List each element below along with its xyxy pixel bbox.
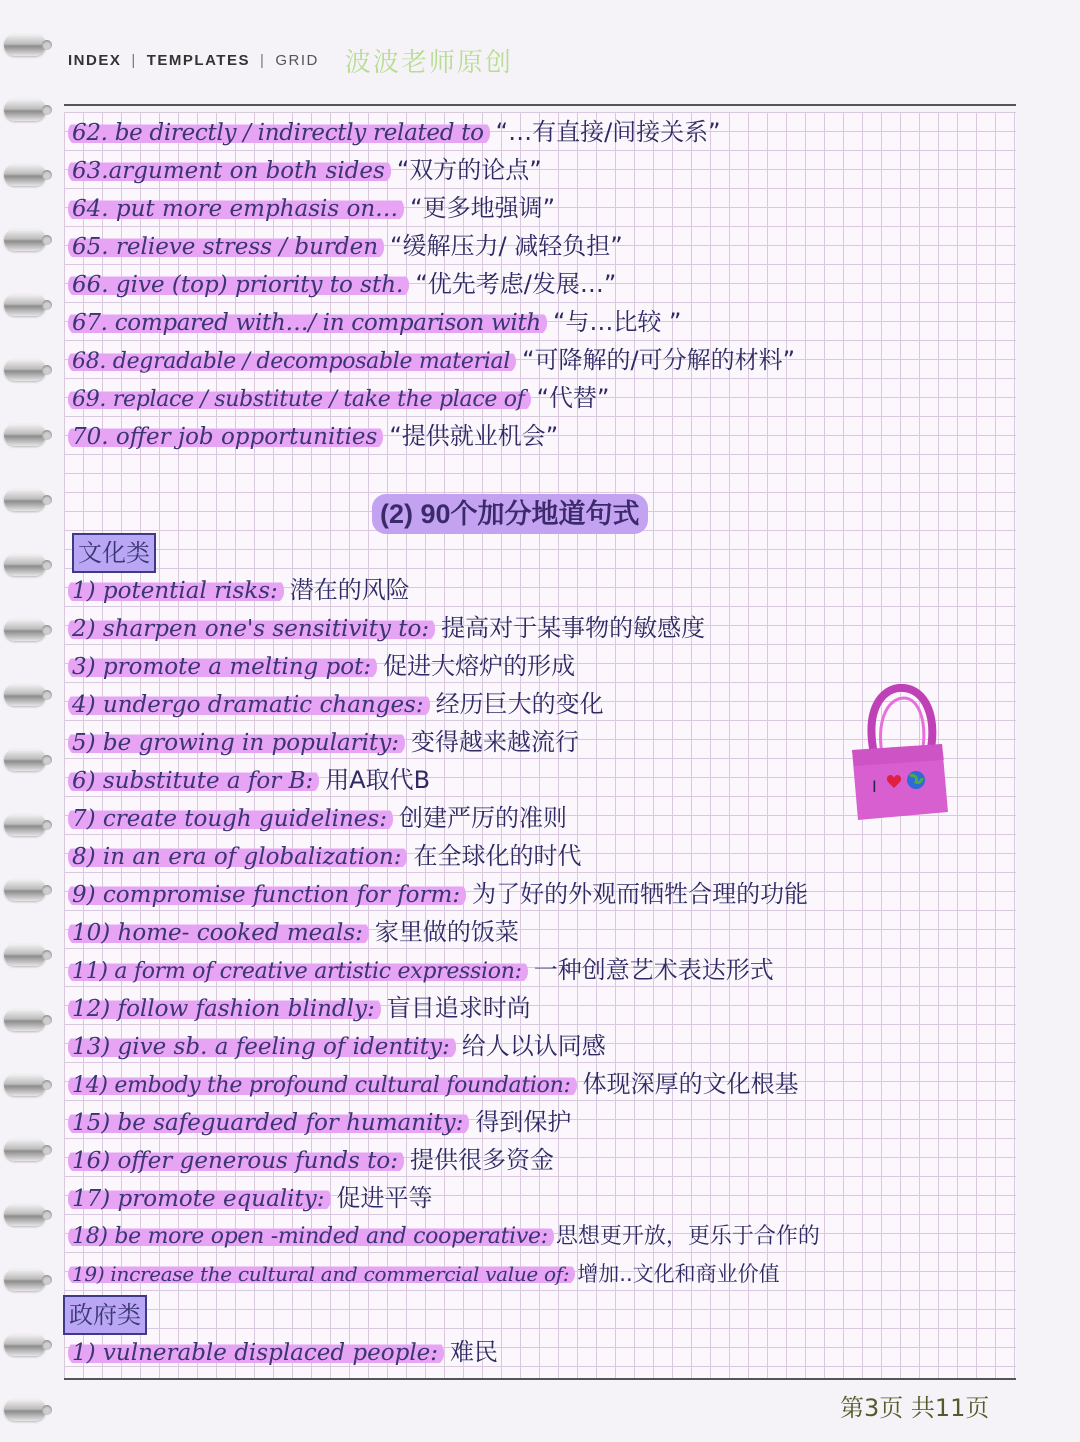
category-label-government: 政府类	[63, 1295, 147, 1335]
list-item	[68, 724, 579, 760]
list-item	[68, 1104, 571, 1140]
phrase-chinese: “与…比较 ”	[552, 308, 682, 336]
item-english: 1) potential risks:	[68, 578, 284, 604]
section-title: (2) 90个加分地道句式	[372, 494, 648, 534]
phrase-row	[68, 190, 555, 226]
phrase-chinese: “可降解的/可分解的材料”	[522, 346, 796, 374]
bottom-rule	[64, 1378, 1016, 1380]
phrase-chinese: “优先考虑/发展…”	[415, 270, 617, 298]
spiral-ring	[4, 1139, 46, 1161]
item-english: 9) compromise function for form:	[68, 882, 466, 908]
list-item	[68, 800, 567, 836]
list-item	[68, 762, 430, 798]
item-chinese: 为了好的外观而牺牲合理的功能	[472, 880, 809, 908]
phrase-english: 68. degradable / decomposable material	[68, 349, 516, 374]
item-chinese: 难民	[450, 1338, 499, 1366]
phrase-chinese: “更多地强调”	[410, 194, 556, 222]
header-templates: TEMPLATES	[146, 51, 250, 69]
item-english: 18) be more open -minded and cooperative:	[68, 1224, 554, 1249]
spiral-ring	[4, 1204, 46, 1226]
spiral-ring	[4, 944, 46, 966]
item-english: 11) a form of creative artistic expression:	[68, 959, 528, 984]
list-item	[68, 1218, 820, 1254]
spiral-ring	[4, 749, 46, 771]
phrase-row	[68, 152, 542, 188]
item-chinese: 提高对于某事物的敏感度	[441, 614, 706, 642]
item-chinese: 盲目追求时尚	[386, 994, 531, 1022]
spiral-ring	[4, 1399, 46, 1421]
list-item	[68, 1256, 780, 1292]
item-chinese: 经历巨大的变化	[435, 690, 604, 718]
phrase-english: 65. relieve stress / burden	[68, 234, 384, 260]
spiral-ring	[4, 879, 46, 901]
phrase-row	[68, 266, 616, 302]
phrase-row	[68, 114, 721, 150]
header-separator: |	[131, 51, 137, 69]
spiral-ring	[4, 34, 46, 56]
list-item	[68, 610, 705, 646]
item-english: 1) vulnerable displaced people:	[68, 1340, 444, 1366]
item-chinese: 潜在的风险	[289, 576, 410, 604]
item-english: 10) home- cooked meals:	[68, 920, 369, 946]
top-rule	[64, 104, 1016, 106]
category-label-culture: 文化类	[72, 533, 156, 573]
item-chinese: 得到保护	[475, 1108, 572, 1136]
list-item	[68, 876, 808, 912]
item-chinese: 增加..文化和商业价值	[577, 1262, 780, 1286]
item-chinese: 提供很多资金	[409, 1146, 554, 1174]
item-english: 13) give sb. a feeling of identity:	[68, 1034, 456, 1060]
spiral-ring	[4, 229, 46, 251]
item-english: 4) undergo dramatic changes:	[68, 692, 430, 718]
item-chinese: 一种创意艺术表达形式	[533, 956, 774, 984]
phrase-english: 70. offer job opportunities	[68, 424, 383, 450]
item-chinese: 给人以认同感	[461, 1032, 606, 1060]
item-chinese: 促进平等	[336, 1184, 433, 1212]
item-chinese: 用A取代B	[325, 766, 431, 794]
list-item	[68, 1334, 498, 1370]
list-item	[68, 648, 575, 684]
phrase-chinese: “提供就业机会”	[389, 422, 559, 450]
phrase-english: 66. give (top) priority to sth.	[68, 272, 409, 298]
item-chinese: 家里做的饭菜	[374, 918, 519, 946]
phrase-english: 63.argument on both sides	[68, 158, 391, 184]
list-item	[68, 686, 604, 722]
phrase-row	[68, 304, 681, 340]
spiral-ring	[4, 1009, 46, 1031]
item-english: 17) promote equality:	[68, 1186, 331, 1212]
header-grid: GRID	[275, 51, 319, 69]
item-english: 15) be safeguarded for humanity:	[68, 1110, 469, 1136]
item-english: 8) in an era of globalization:	[68, 844, 407, 870]
item-chinese: 体现深厚的文化根基	[582, 1070, 799, 1098]
phrase-row	[68, 418, 558, 454]
tote-bag-sticker	[846, 684, 952, 824]
item-chinese: 思想更开放，更乐于合作的	[555, 1224, 820, 1249]
list-item	[68, 914, 519, 950]
brand-watermark: 波波老师原创	[344, 47, 513, 78]
spiral-ring	[4, 489, 46, 511]
spiral-ring	[4, 99, 46, 121]
item-chinese: 促进大熔炉的形成	[383, 652, 576, 680]
page-header	[68, 42, 513, 78]
phrase-chinese: “双方的论点”	[396, 156, 542, 184]
spiral-ring	[4, 1269, 46, 1291]
list-item	[68, 1180, 433, 1216]
phrase-english: 67. compared with…/ in comparison with	[68, 310, 547, 336]
spiral-ring	[4, 359, 46, 381]
phrase-chinese: “缓解压力/ 减轻负担”	[390, 232, 623, 260]
spiral-ring	[4, 554, 46, 576]
phrase-row	[68, 228, 623, 264]
item-english: 7) create tough guidelines:	[68, 806, 393, 832]
item-chinese: 在全球化的时代	[413, 842, 582, 870]
phrase-english: 62. be directly / indirectly related to	[68, 120, 490, 146]
spiral-ring	[4, 164, 46, 186]
list-item	[68, 1066, 799, 1102]
spiral-ring	[4, 424, 46, 446]
item-english: 3) promote a melting pot:	[68, 654, 377, 680]
phrase-row	[68, 380, 609, 416]
page-number: 第3页 共11页	[840, 1394, 990, 1422]
phrase-english: 64. put more emphasis on…	[68, 196, 404, 222]
item-english: 2) sharpen one's sensitivity to:	[68, 616, 435, 642]
list-item	[68, 1142, 554, 1178]
item-english: 5) be growing in popularity:	[68, 730, 405, 756]
spiral-ring	[4, 684, 46, 706]
spiral-ring	[4, 1074, 46, 1096]
bag-letter: I	[872, 777, 877, 796]
spiral-ring	[4, 1334, 46, 1356]
header-separator: |	[259, 51, 266, 69]
list-item	[68, 990, 531, 1026]
phrase-chinese: “代替”	[536, 384, 610, 412]
list-item	[68, 1028, 606, 1064]
item-english: 19) increase the cultural and commercial value of:	[68, 1262, 575, 1286]
item-english: 6) substitute a for B:	[68, 768, 319, 794]
item-english: 14) embody the profound cultural foundation:	[68, 1073, 577, 1098]
list-item	[68, 838, 581, 874]
item-english: 12) follow fashion blindly:	[68, 996, 381, 1022]
header-index: INDEX	[68, 51, 122, 69]
item-english: 16) offer generous funds to:	[68, 1148, 404, 1174]
phrase-chinese: “…有直接/间接关系”	[495, 118, 721, 146]
list-item	[68, 952, 774, 988]
item-chinese: 创建严厉的准则	[398, 804, 567, 832]
spiral-ring	[4, 619, 46, 641]
spiral-ring	[4, 814, 46, 836]
list-item	[68, 572, 410, 608]
item-chinese: 变得越来越流行	[411, 728, 580, 756]
spiral-binding	[0, 0, 56, 1442]
phrase-english: 69. replace / substitute / take the place of	[68, 387, 531, 412]
spiral-ring	[4, 294, 46, 316]
phrase-row	[68, 342, 795, 378]
